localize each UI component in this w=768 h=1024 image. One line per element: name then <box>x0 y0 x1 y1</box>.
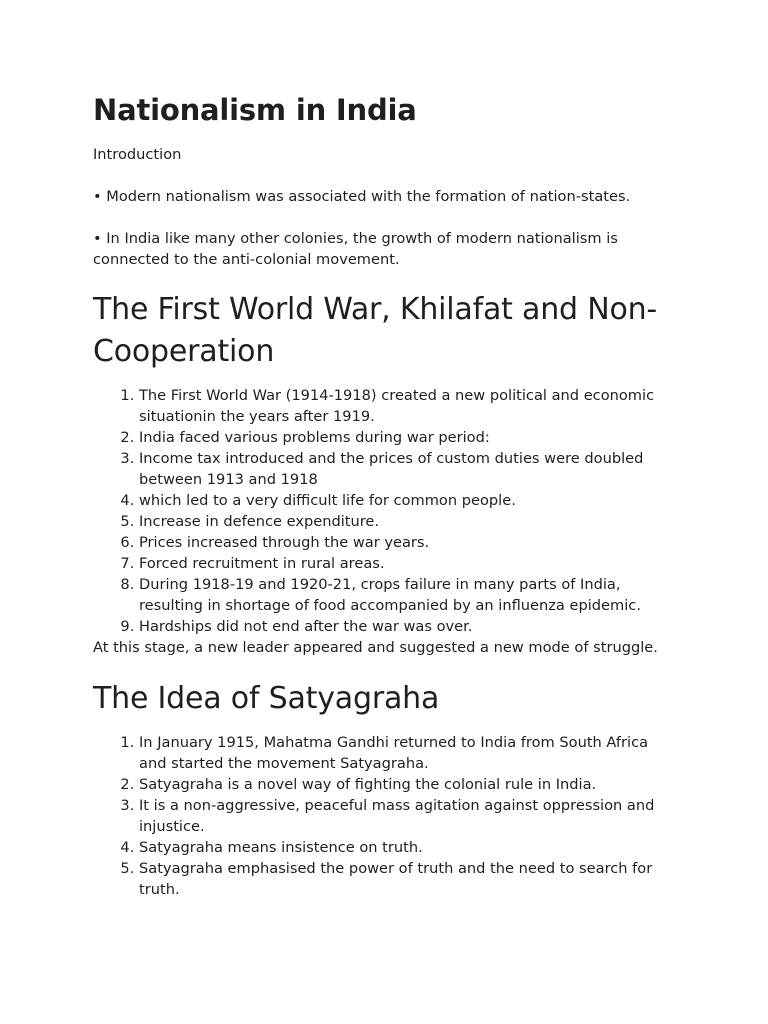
list-item: 5. Satyagraha emphasised the power of truth and the need to search for truth. <box>139 858 678 900</box>
list-item: 9. Hardships did not end after the war was over. <box>139 616 678 637</box>
list-item: 5. Increase in defence expenditure. <box>139 511 678 532</box>
intro-point-2: • In India like many other colonies, the growth of modern nationalism is connected to the anti-colonial movement. <box>93 230 618 268</box>
section2-list <box>93 732 678 900</box>
section1-closing: At this stage, a new leader appeared and suggested a new mode of struggle. <box>93 639 658 656</box>
list-item: 3. Income tax introduced and the prices of custom duties were doubled between 1913 and 1918 <box>139 448 678 490</box>
list-item: 2. India faced various problems during war period: <box>139 427 678 448</box>
intro-point-1: • Modern nationalism was associated with the formation of nation-states. <box>93 188 631 205</box>
page-title: Nationalism in India <box>93 93 417 127</box>
list-item: 6. Prices increased through the war years. <box>139 532 678 553</box>
list-item: 3. It is a non-aggressive, peaceful mass agitation against oppression and injustice. <box>139 795 678 837</box>
list-item: 4. Satyagraha means insistence on truth. <box>139 837 678 858</box>
list-item: 8. During 1918-19 and 1920-21, crops failure in many parts of India, resulting in shortage of food accompanied by an influenza epidemic. <box>139 574 678 616</box>
intro-label: Introduction <box>93 146 182 163</box>
list-item: 2. Satyagraha is a novel way of fighting the colonial rule in India. <box>139 774 678 795</box>
list-item: 7. Forced recruitment in rural areas. <box>139 553 678 574</box>
section-heading-first-world-war: The First World War, Khilafat and Non-Cooperation <box>93 292 658 369</box>
section1-list <box>93 385 678 637</box>
list-item: 4. which led to a very difficult life for common people. <box>139 490 678 511</box>
section-heading-satyagraha: The Idea of Satyagraha <box>93 681 440 716</box>
list-item: 1. In January 1915, Mahatma Gandhi returned to India from South Africa and started the movement Satyagraha. <box>139 732 678 774</box>
list-item: 1. The First World War (1914-1918) created a new political and economic situationin the years after 1919. <box>139 385 678 427</box>
